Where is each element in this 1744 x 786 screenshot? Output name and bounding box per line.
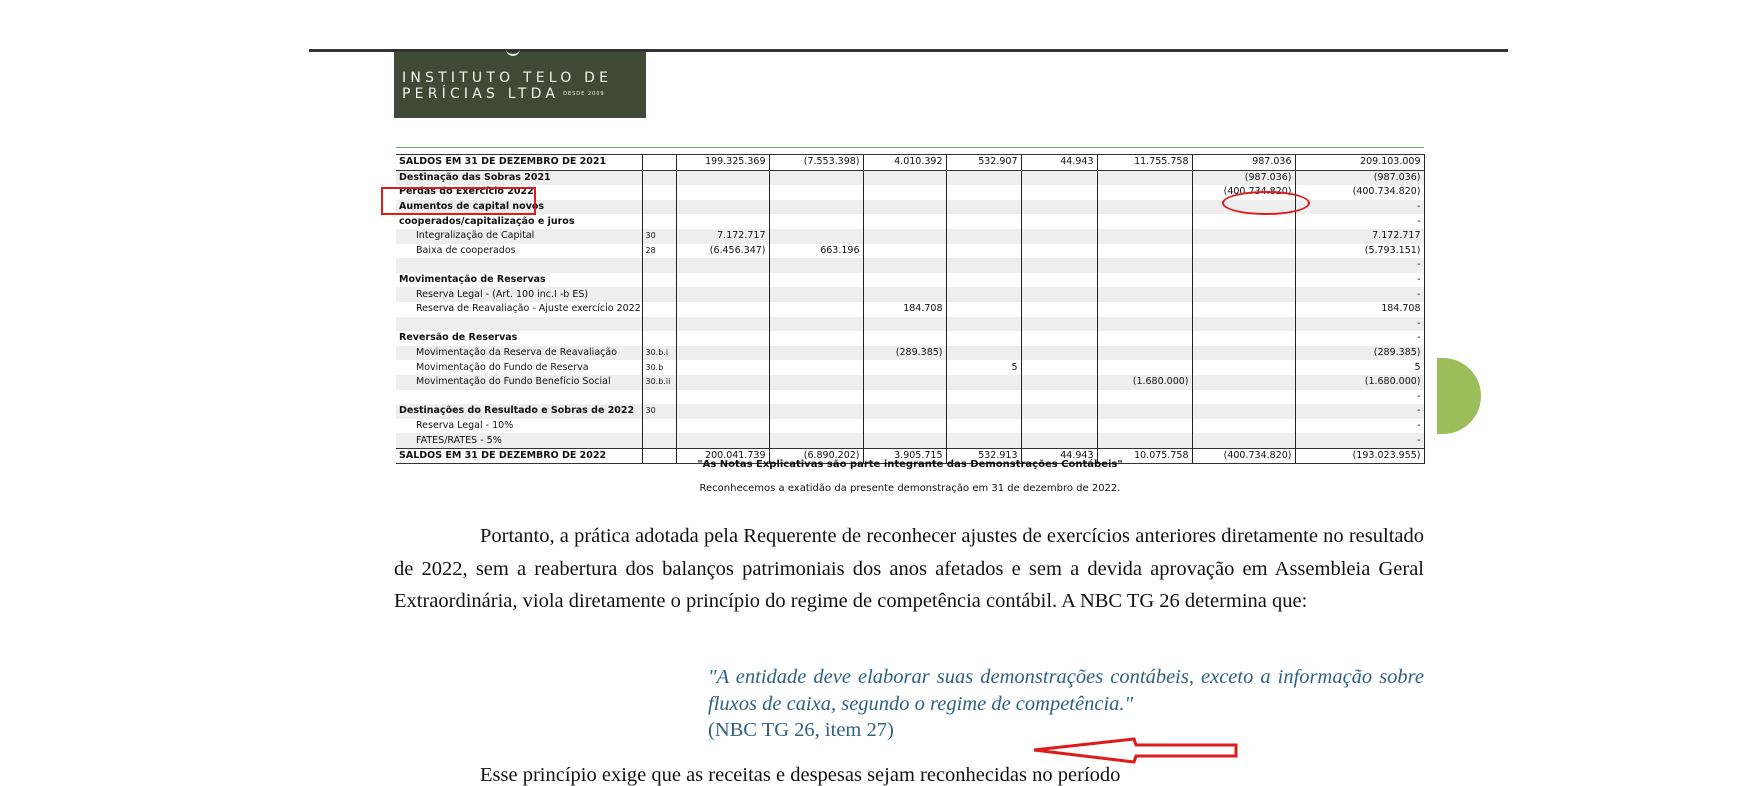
value-cell: [946, 229, 1021, 244]
value-cell: [676, 273, 769, 288]
value-cell: (1.680.000): [1295, 375, 1424, 390]
value-cell: [1097, 229, 1192, 244]
row-label: Perdas do Exercício 2022: [399, 186, 534, 198]
value-cell: [863, 229, 946, 244]
value-cell: -: [1295, 287, 1424, 302]
row-label: Movimentação de Reservas: [399, 274, 546, 286]
value-cell: [946, 287, 1021, 302]
value-cell: [1021, 419, 1097, 434]
red-arrow-icon: [1030, 738, 1240, 764]
row-note: [642, 331, 676, 346]
value-cell: [1192, 302, 1295, 317]
value-cell: [769, 273, 863, 288]
value-cell: (6.456.347): [676, 244, 769, 259]
table-top-rule: [396, 147, 1424, 148]
value-cell: [769, 419, 863, 434]
value-cell: 987.036: [1192, 155, 1295, 171]
value-cell: [676, 185, 769, 200]
value-cell: [1192, 375, 1295, 390]
table-row: [396, 229, 1424, 244]
value-cell: [769, 258, 863, 273]
table-row: [396, 360, 1424, 375]
value-cell: [769, 287, 863, 302]
value-cell: [1021, 360, 1097, 375]
value-cell: (289.385): [863, 346, 946, 361]
value-cell: 184.708: [863, 302, 946, 317]
value-cell: -: [1295, 390, 1424, 405]
value-cell: [769, 229, 863, 244]
logo-line-2: [402, 86, 646, 102]
value-cell: [863, 200, 946, 215]
value-cell: [769, 331, 863, 346]
highlight-box-annotation: [381, 187, 536, 215]
table-row: [396, 419, 1424, 434]
row-note: [642, 258, 676, 273]
value-cell: [946, 244, 1021, 259]
value-cell: [769, 302, 863, 317]
row-note: [642, 390, 676, 405]
row-note: 30: [642, 404, 676, 419]
row-note: [642, 185, 676, 200]
row-label: SALDOS EM 31 DE DEZEMBRO DE 2021: [396, 155, 642, 171]
table-row: [396, 390, 1424, 405]
value-cell: [676, 404, 769, 419]
value-cell: [1021, 229, 1097, 244]
value-cell: [769, 404, 863, 419]
value-cell: [946, 433, 1021, 448]
value-cell: [863, 287, 946, 302]
value-cell: 532.907: [946, 155, 1021, 171]
table-row: [396, 433, 1424, 448]
table-row: [396, 375, 1424, 390]
value-cell: [1192, 360, 1295, 375]
value-cell: [863, 404, 946, 419]
value-cell: [769, 200, 863, 215]
value-cell: [863, 375, 946, 390]
value-cell: [946, 185, 1021, 200]
table-row: [396, 302, 1424, 317]
value-cell: [1192, 331, 1295, 346]
value-cell: (400.734.820): [1192, 185, 1295, 200]
row-note: 30.b.i: [642, 346, 676, 361]
table-row: [396, 214, 1424, 229]
value-cell: 200.041.739: [676, 448, 769, 464]
value-cell: (987.036): [1295, 170, 1424, 185]
table-row: [396, 404, 1424, 419]
value-cell: [1097, 331, 1192, 346]
row-note: [642, 214, 676, 229]
value-cell: [1097, 404, 1192, 419]
value-cell: [946, 317, 1021, 332]
value-cell: [1097, 258, 1192, 273]
value-cell: [1097, 273, 1192, 288]
row-label: Baixa de cooperados: [416, 244, 516, 256]
value-cell: [1192, 258, 1295, 273]
value-cell: -: [1295, 404, 1424, 419]
value-cell: [1021, 185, 1097, 200]
value-cell: [1097, 433, 1192, 448]
value-cell: 184.708: [1295, 302, 1424, 317]
value-cell: [946, 375, 1021, 390]
value-cell: [1021, 214, 1097, 229]
value-cell: [676, 375, 769, 390]
value-cell: 10.075.758: [1097, 448, 1192, 464]
value-cell: [946, 200, 1021, 215]
value-cell: [676, 170, 769, 185]
value-cell: [676, 360, 769, 375]
value-cell: [676, 433, 769, 448]
value-cell: [1097, 419, 1192, 434]
value-cell: [1021, 287, 1097, 302]
value-cell: [946, 390, 1021, 405]
row-label: Movimentação da Reserva de Reavaliação: [396, 346, 642, 361]
value-cell: [863, 244, 946, 259]
table-row: [396, 317, 1424, 332]
value-cell: [946, 404, 1021, 419]
value-cell: (987.036): [1192, 170, 1295, 185]
row-label: [396, 317, 642, 332]
value-cell: [769, 214, 863, 229]
value-cell: (193.023.955): [1295, 448, 1424, 464]
value-cell: [1097, 185, 1192, 200]
value-cell: [946, 273, 1021, 288]
value-cell: [1021, 346, 1097, 361]
value-cell: [1192, 214, 1295, 229]
value-cell: [1097, 346, 1192, 361]
row-label: [396, 390, 642, 405]
value-cell: [1021, 390, 1097, 405]
logo-line-1: INSTITUTO TELO DE: [402, 70, 613, 86]
value-cell: [946, 170, 1021, 185]
row-label: Destinações do Resultado e Sobras de 2022: [396, 404, 642, 419]
value-cell: [1021, 244, 1097, 259]
next-paragraph-cutoff: [480, 763, 1424, 786]
value-cell: 5: [946, 360, 1021, 375]
row-note: 30.b.ii: [642, 375, 676, 390]
value-cell: -: [1295, 214, 1424, 229]
value-cell: (400.734.820): [1192, 448, 1295, 464]
value-cell: [676, 331, 769, 346]
table-row: [396, 244, 1424, 259]
value-cell: [769, 346, 863, 361]
value-cell: [1097, 360, 1192, 375]
table-row: [396, 170, 1424, 185]
row-note: 30: [642, 229, 676, 244]
value-cell: [1097, 287, 1192, 302]
row-label: Destinação das Sobras 2021: [396, 170, 642, 185]
row-note: [642, 273, 676, 288]
value-cell: [1192, 390, 1295, 405]
value-cell: [946, 346, 1021, 361]
value-cell: -: [1295, 273, 1424, 288]
value-cell: [863, 214, 946, 229]
value-cell: [769, 390, 863, 405]
value-cell: [863, 331, 946, 346]
value-cell: [863, 390, 946, 405]
value-cell: [1192, 273, 1295, 288]
value-cell: [1097, 170, 1192, 185]
value-cell: (400.734.820): [1295, 185, 1424, 200]
highlight-ellipse-annotation: [1222, 191, 1310, 215]
value-cell: [1021, 200, 1097, 215]
value-cell: (7.553.398): [769, 155, 863, 171]
quote-text: "A entidade deve elaborar suas demonstrações contábeis, exceto a informação sobre fluxos de caixa, segundo o regime de competência.": [708, 666, 1424, 715]
table-row: [396, 331, 1424, 346]
row-label: FATES/RATES - 5%: [396, 433, 642, 448]
value-cell: [769, 317, 863, 332]
value-cell: [946, 419, 1021, 434]
logo-arc-icon: [506, 46, 520, 56]
value-cell: [1021, 331, 1097, 346]
value-cell: -: [1295, 433, 1424, 448]
value-cell: [1192, 346, 1295, 361]
value-cell: [676, 258, 769, 273]
value-cell: [676, 390, 769, 405]
recognition-statement: Reconhecemos a exatidão da presente demonstração em 31 de dezembro de 2022.: [699, 483, 1121, 494]
value-cell: [1097, 302, 1192, 317]
value-cell: 209.103.009: [1295, 155, 1424, 171]
value-cell: -: [1295, 258, 1424, 273]
row-note: 30.b: [642, 360, 676, 375]
side-marker-shape: [1437, 358, 1481, 434]
value-cell: [1192, 419, 1295, 434]
value-cell: [946, 214, 1021, 229]
value-cell: [1192, 433, 1295, 448]
value-cell: [1192, 229, 1295, 244]
value-cell: [863, 419, 946, 434]
value-cell: [946, 258, 1021, 273]
value-cell: [676, 346, 769, 361]
value-cell: [1192, 317, 1295, 332]
value-cell: 44.943: [1021, 155, 1097, 171]
row-label: Reserva de Reavaliação - Ajuste exercício 2022: [416, 303, 641, 315]
value-cell: 532.913: [946, 448, 1021, 464]
value-cell: [863, 273, 946, 288]
row-label: Movimentação do Fundo de Reserva: [416, 361, 589, 373]
value-cell: [676, 419, 769, 434]
value-cell: [1097, 200, 1192, 215]
value-cell: [946, 302, 1021, 317]
value-cell: (1.680.000): [1097, 375, 1192, 390]
table-row: [396, 155, 1424, 171]
value-cell: -: [1295, 331, 1424, 346]
row-label: [396, 258, 642, 273]
value-cell: [1021, 433, 1097, 448]
value-cell: 199.325.369: [676, 155, 769, 171]
value-cell: (5.793.151): [1295, 244, 1424, 259]
value-cell: 11.755.758: [1097, 155, 1192, 171]
row-note: 28: [642, 244, 676, 259]
value-cell: (289.385): [1295, 346, 1424, 361]
value-cell: -: [1295, 317, 1424, 332]
row-label: Reserva Legal - 10%: [416, 419, 514, 431]
company-logo: [394, 52, 646, 118]
value-cell: 663.196: [769, 244, 863, 259]
value-cell: 7.172.717: [676, 229, 769, 244]
value-cell: [676, 302, 769, 317]
value-cell: [1021, 317, 1097, 332]
value-cell: [863, 433, 946, 448]
value-cell: 5: [1295, 360, 1424, 375]
row-label: SALDOS EM 31 DE DEZEMBRO DE 2022: [396, 448, 642, 464]
value-cell: [769, 185, 863, 200]
row-note: [642, 170, 676, 185]
body-paragraph: Portanto, a prática adotada pela Requerente de reconhecer ajustes de exercícios anteriores diretamente no resultado de 2022, sem a reabertura dos balanços patrimoniais dos anos afetados e sem a devida aprovação em Assembleia Geral Extraordinária, viola diretamente o princípio do regime de competência contábil. A NBC TG 26 determina que:: [394, 525, 1424, 612]
value-cell: [1192, 404, 1295, 419]
row-note: [642, 433, 676, 448]
quote-citation: (NBC TG 26, item 27): [708, 719, 894, 741]
value-cell: [863, 170, 946, 185]
row-label: Reserva Legal - (Art. 100 inc.I -b ES): [396, 287, 642, 302]
value-cell: [1021, 258, 1097, 273]
row-note: [642, 155, 676, 171]
row-label: Movimentação do Fundo Benefício Social: [396, 375, 642, 390]
value-cell: 7.172.717: [1295, 229, 1424, 244]
value-cell: [1097, 214, 1192, 229]
value-cell: [863, 185, 946, 200]
value-cell: [1192, 244, 1295, 259]
value-cell: [1021, 375, 1097, 390]
table-row: [396, 346, 1424, 361]
value-cell: 44.943: [1021, 448, 1097, 464]
row-note: [642, 200, 676, 215]
value-cell: -: [1295, 200, 1424, 215]
value-cell: [676, 317, 769, 332]
logo-since: DESDE 2009: [563, 91, 605, 97]
value-cell: [946, 331, 1021, 346]
notes-statement: "As Notas Explicativas são parte integrante das Demonstrações Contábeis": [697, 459, 1123, 470]
value-cell: [769, 433, 863, 448]
value-cell: [1097, 317, 1192, 332]
value-cell: [1021, 170, 1097, 185]
value-cell: 4.010.392: [863, 155, 946, 171]
value-cell: [1192, 287, 1295, 302]
value-cell: [1021, 404, 1097, 419]
row-label: Integralização de Capital: [396, 229, 642, 244]
value-cell: [1097, 390, 1192, 405]
row-note: [642, 317, 676, 332]
value-cell: [1021, 302, 1097, 317]
value-cell: [863, 258, 946, 273]
value-cell: (6.890.202): [769, 448, 863, 464]
value-cell: [676, 214, 769, 229]
table-row: [396, 258, 1424, 273]
row-label: cooperados/capitalização e juros: [399, 215, 575, 227]
value-cell: [769, 170, 863, 185]
table-row: [396, 287, 1424, 302]
value-cell: 3.905.715: [863, 448, 946, 464]
value-cell: [769, 375, 863, 390]
value-cell: [863, 317, 946, 332]
value-cell: [863, 360, 946, 375]
logo-line-2-text: PERÍCIAS LTDA: [402, 86, 560, 102]
value-cell: [1021, 273, 1097, 288]
row-note: [642, 287, 676, 302]
value-cell: [676, 287, 769, 302]
value-cell: [1097, 244, 1192, 259]
row-note: [642, 302, 676, 317]
next-paragraph-text: Esse princípio exige que as receitas e despesas sejam reconhecidas no período: [480, 764, 1121, 786]
value-cell: -: [1295, 419, 1424, 434]
table-row: [396, 273, 1424, 288]
row-label: Aumentos de capital novos: [396, 200, 642, 215]
value-cell: [769, 360, 863, 375]
row-label: Reversão de Reservas: [399, 332, 518, 344]
row-note: [642, 419, 676, 434]
value-cell: [676, 200, 769, 215]
